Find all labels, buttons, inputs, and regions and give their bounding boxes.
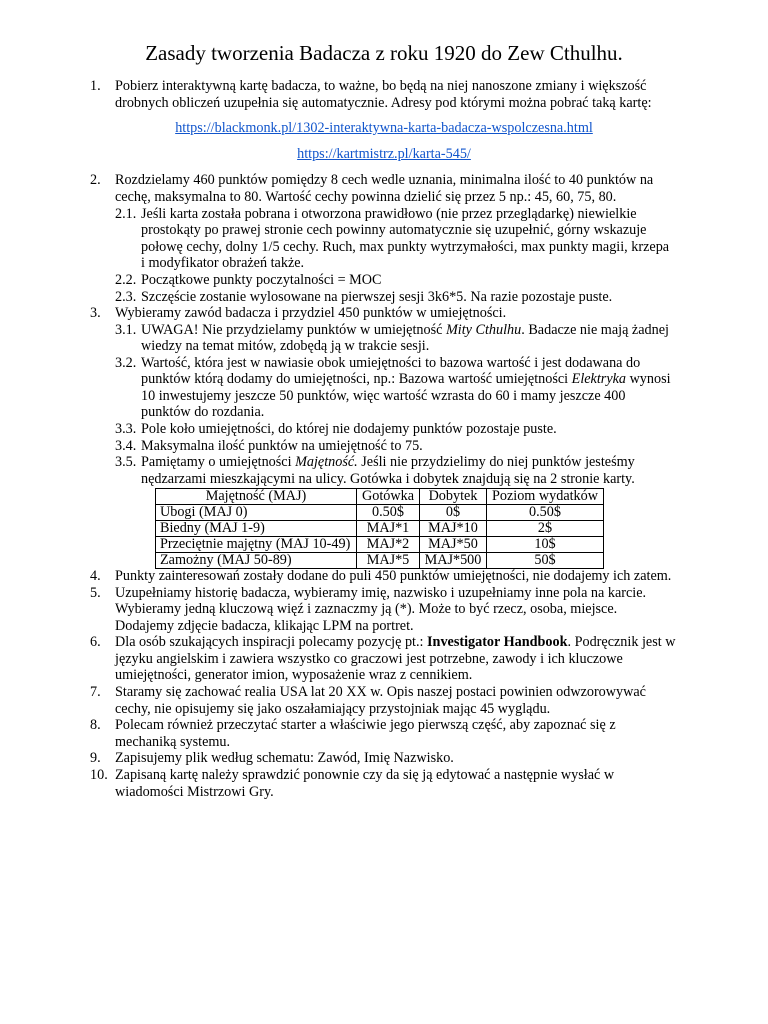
item-2-line-1: Rozdzielamy 460 punktów pomiędzy 8 cech wedle uznania, minimalna ilość to 40 punktów na bbox=[115, 172, 654, 188]
table-cell: MAJ*5 bbox=[357, 553, 420, 569]
item-3-5-line-2: nędzarzami mieszkającymi na ulicy. Gotówka i dobytek znajdują się na 2 stronie karty. bbox=[141, 471, 635, 487]
item-3-5-line-1 bbox=[141, 454, 635, 471]
link-kartmistrz[interactable]: https://kartmistrz.pl/karta-545/ bbox=[297, 146, 471, 162]
item-3-4-number: 3.4. bbox=[115, 438, 137, 454]
item-1-line-2: drobnych obliczeń uzupełnia się automatycznie. Adresy pod którymi można pobrać taką kartę: bbox=[115, 95, 652, 111]
table-row bbox=[156, 537, 604, 553]
page-title: Zasady tworzenia Badacza z roku 1920 do Zew Cthulhu. bbox=[145, 41, 623, 65]
table-header-row bbox=[156, 489, 604, 505]
item-2-number: 2. bbox=[90, 172, 101, 188]
item-2-2-number: 2.2. bbox=[115, 272, 137, 288]
item-5-line-2: Wybieramy jedną kluczową więź i zaznaczmy ją (*). Może to być rzecz, osoba, miejsce. bbox=[115, 601, 618, 617]
item-3-1-text-b: . Badacze nie mają żadnej bbox=[521, 322, 669, 338]
item-10-number: 10. bbox=[90, 767, 108, 783]
table-cell: 0$ bbox=[420, 505, 487, 521]
item-3-1-number: 3.1. bbox=[115, 322, 137, 338]
item-3-1-text-a: UWAGA! Nie przydzielamy punktów w umiejętność bbox=[141, 322, 446, 338]
item-1-number: 1. bbox=[90, 78, 101, 94]
item-3-1-italic: Mity Cthulhu bbox=[445, 322, 522, 338]
table-cell: 0.50$ bbox=[487, 505, 604, 521]
item-3-line-1: Wybieramy zawód badacza i przydziel 450 punktów w umiejętności. bbox=[115, 305, 507, 321]
item-6-bold-title: Investigator Handbook bbox=[427, 634, 568, 650]
item-3-1-line-2: wiedzy na temat mitów, zdobędą ją w trakcie sesji. bbox=[141, 338, 430, 354]
table-cell: 0.50$ bbox=[357, 505, 420, 521]
table-cell: Zamożny (MAJ 50-89) bbox=[156, 553, 357, 569]
item-3-3-number: 3.3. bbox=[115, 421, 137, 437]
item-6-text-c: . Podręcznik jest w bbox=[567, 634, 676, 650]
item-2-1-line-2: prostokąty po prawej stronie cech powinny automatycznie się uzupełnić, górny wskazuje bbox=[141, 222, 647, 238]
item-2-3-number: 2.3. bbox=[115, 289, 137, 305]
item-2-1-number: 2.1. bbox=[115, 206, 137, 222]
item-3-2-italic: Elektryka bbox=[571, 371, 627, 387]
table-header-cell: Gotówka bbox=[357, 489, 420, 505]
item-4-line-1: Punkty zainteresowań zostały dodane do puli 450 punktów umiejętności, nie dodajemy ich zatem. bbox=[115, 568, 672, 584]
item-2-1-line-4: i modyfikator obrażeń także. bbox=[141, 255, 305, 271]
table-cell: Biedny (MAJ 1-9) bbox=[156, 521, 357, 537]
item-6-line-1 bbox=[115, 634, 675, 651]
item-5-line-3: Dodajemy zdjęcie badacza, klikając LPM na portret. bbox=[115, 618, 414, 634]
table-cell: 10$ bbox=[487, 537, 604, 553]
table-cell: Ubogi (MAJ 0) bbox=[156, 505, 357, 521]
item-6-line-3: umiejętności, generator imion, wyposażenie wraz z cennikiem. bbox=[115, 667, 473, 683]
item-3-number: 3. bbox=[90, 305, 101, 321]
item-3-5-italic: Majętność. bbox=[295, 454, 358, 470]
item-3-2-line-2 bbox=[141, 371, 671, 388]
item-5-number: 5. bbox=[90, 585, 101, 601]
item-3-2-number: 3.2. bbox=[115, 355, 137, 371]
item-2-line-2: cechę, maksymalna to 80. Wartość cechy powinna dzielić się przez 5 np.: 45, 60, 75, 80. bbox=[115, 189, 617, 205]
table-cell: MAJ*10 bbox=[420, 521, 487, 537]
item-3-5-number: 3.5. bbox=[115, 454, 137, 470]
item-9-number: 9. bbox=[90, 750, 101, 766]
table-cell: 50$ bbox=[487, 553, 604, 569]
item-3-2-line-3: 10 inwestujemy jeszcze 50 punktów, więc wartość wzrasta do 60 i mamy jeszcze 400 bbox=[141, 388, 626, 404]
item-6-number: 6. bbox=[90, 634, 101, 650]
item-3-1-line-1 bbox=[141, 322, 669, 339]
item-1-line-1: Pobierz interaktywną kartę badacza, to ważne, bo będą na niej nanoszone zmiany i większość bbox=[115, 78, 647, 94]
item-2-2-line-1: Początkowe punkty poczytalności = MOC bbox=[141, 272, 382, 288]
table-row bbox=[156, 505, 604, 521]
item-6-text-a: Dla osób szukających inspiracji polecamy pozycję pt.: bbox=[115, 634, 428, 650]
table-header-cell: Poziom wydatków bbox=[487, 489, 604, 505]
table-cell: MAJ*2 bbox=[357, 537, 420, 553]
item-3-4-line-1: Maksymalna ilość punktów na umiejętność to 75. bbox=[141, 438, 423, 454]
item-6-line-2: języku angielskim i zawiera wszystko co graczowi jest potrzebne, zawody i ich kluczowe bbox=[115, 651, 623, 667]
item-2-1-line-3: połowę cechy, dolny 1/5 cechy. Ruch, max punkty wytrzymałości, max punkty magii, krzepa bbox=[141, 239, 670, 255]
item-9-line-1: Zapisujemy plik według schematu: Zawód, Imię Nazwisko. bbox=[115, 750, 454, 766]
item-3-2-text-a: punktów którą dodamy do umiejętności, np.: Bazowa wartość umiejętności bbox=[141, 371, 572, 387]
item-10-line-1: Zapisaną kartę należy sprawdzić ponownie czy da się ją edytować a następnie wysłać w bbox=[115, 767, 615, 783]
wealth-table bbox=[155, 488, 604, 569]
item-8-line-1: Polecam również przeczytać starter a właściwie jego pierwszą część, aby zapoznać się z bbox=[115, 717, 616, 733]
item-8-line-2: mechaniką systemu. bbox=[115, 734, 231, 750]
link-blackmonk[interactable]: https://blackmonk.pl/1302-interaktywna-karta-badacza-wspolczesna.html bbox=[175, 120, 593, 136]
item-7-line-2: cechy, nie opisujemy się jako oszałamiający przystojniak mając 45 wyglądu. bbox=[115, 701, 551, 717]
item-3-5-text-a: Pamiętamy o umiejętności bbox=[141, 454, 296, 470]
item-3-3-line-1: Pole koło umiejętności, do której nie dodajemy punktów pozostaje puste. bbox=[141, 421, 557, 437]
item-3-2-line-1: Wartość, która jest w nawiasie obok umiejętności to bazowa wartość i jest dodawana do bbox=[141, 355, 641, 371]
item-2-1-line-1: Jeśli karta została pobrana i otworzona prawidłowo (nie przez przeglądarkę) niewielkie bbox=[141, 206, 637, 222]
item-4-number: 4. bbox=[90, 568, 101, 584]
item-3-5-text-b: Jeśli nie przydzielimy do niej punktów jesteśmy bbox=[357, 454, 635, 470]
item-7-line-1: Staramy się zachować realia USA lat 20 XX w. Opis naszej postaci powinien odwzorowywać bbox=[115, 684, 646, 700]
table-cell: Przeciętnie majętny (MAJ 10-49) bbox=[156, 537, 357, 553]
table-header-cell: Dobytek bbox=[420, 489, 487, 505]
table-cell: 2$ bbox=[487, 521, 604, 537]
item-3-2-text-b: wynosi bbox=[626, 371, 671, 387]
item-7-number: 7. bbox=[90, 684, 101, 700]
table-cell: MAJ*1 bbox=[357, 521, 420, 537]
table-cell: MAJ*500 bbox=[420, 553, 487, 569]
table-row bbox=[156, 521, 604, 537]
table-row bbox=[156, 553, 604, 569]
table-cell: MAJ*50 bbox=[420, 537, 487, 553]
table-header-cell: Majętność (MAJ) bbox=[156, 489, 357, 505]
item-5-line-1: Uzupełniamy historię badacza, wybieramy imię, nazwisko i uzupełniamy inne pola na karcie. bbox=[115, 585, 647, 601]
item-2-3-line-1: Szczęście zostanie wylosowane na pierwszej sesji 3k6*5. Na razie pozostaje puste. bbox=[141, 289, 613, 305]
item-10-line-2: wiadomości Mistrzowi Gry. bbox=[115, 784, 274, 800]
item-3-2-line-4: punktów do rozdania. bbox=[141, 404, 265, 420]
item-8-number: 8. bbox=[90, 717, 101, 733]
